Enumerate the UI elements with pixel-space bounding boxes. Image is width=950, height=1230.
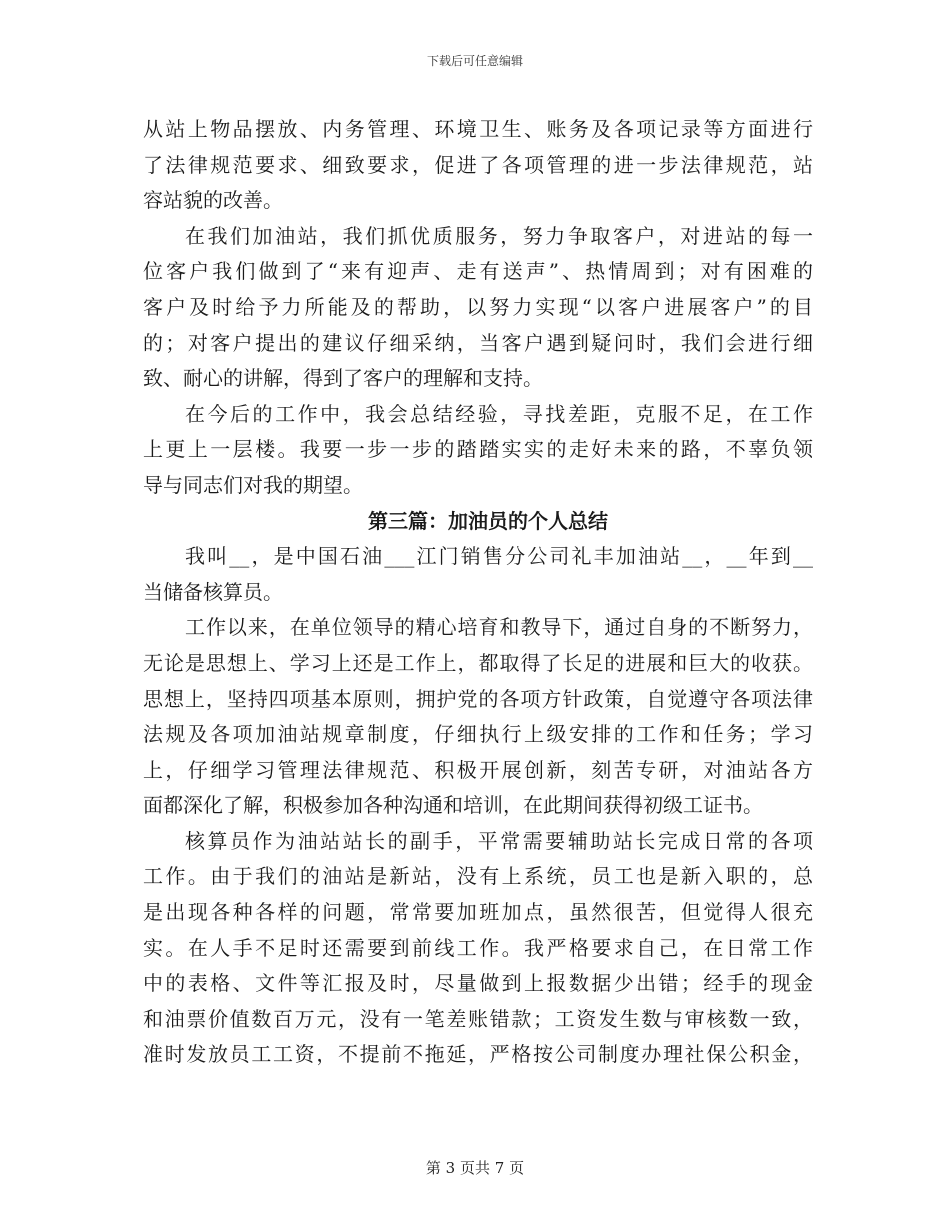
text-line: 在我们加油站，我们抓优质服务，努力争取客户，对进站的每一 bbox=[185, 223, 813, 248]
section-heading: 第三篇：加油员的个人总结 bbox=[368, 508, 608, 533]
text-line: 位客户我们做到了“来有迎声、走有送声”、热情周到；对有困难的 bbox=[143, 259, 813, 284]
text-line: 上，仔细学习管理法律规范、积极开展创新，刻苦专研，对油站各方 bbox=[143, 757, 813, 782]
document-body bbox=[143, 112, 813, 1073]
text-line: 从站上物品摆放、内务管理、环境卫生、账务及各项记录等方面进行 bbox=[143, 117, 813, 141]
text-line: 工作。由于我们的油站是新站，没有上系统，员工也是新入职的，总 bbox=[143, 864, 813, 889]
text-line: 致、耐心的讲解，得到了客户的理解和支持。 bbox=[143, 366, 543, 391]
text-line: 容站貌的改善。 bbox=[143, 188, 283, 213]
text-line: 我叫__，是中国石油___江门销售分公司礼丰加油站__，__年到__ bbox=[185, 544, 813, 569]
text-line: 实。在人手不足时还需要到前线工作。我严格要求自己，在日常工作 bbox=[143, 935, 813, 960]
text-line: 的；对客户提出的建议仔细采纳，当客户遇到疑问时，我们会进行细 bbox=[143, 330, 813, 355]
text-line: 中的表格、文件等汇报及时，尽量做到上报数据少出错；经手的现金 bbox=[143, 971, 813, 996]
text-line: 导与同志们对我的期望。 bbox=[143, 472, 363, 497]
page-header: 下载后可任意编辑 bbox=[426, 54, 523, 68]
text-line: 在今后的工作中，我会总结经验，寻找差距，克服不足，在工作 bbox=[185, 401, 813, 426]
text-line: 无论是思想上、学习上还是工作上，都取得了长足的进展和巨大的收获。 bbox=[143, 650, 813, 675]
text-line: 了法律规范要求、细致要求，促进了各项管理的进一步法律规范，站 bbox=[143, 152, 813, 177]
page-footer: 第 3 页共 7 页 bbox=[425, 1159, 525, 1177]
text-line: 上更上一层楼。我要一步一步的踏踏实实的走好未来的路，不辜负领 bbox=[143, 437, 813, 462]
text-line: 核算员作为油站站长的副手，平常需要辅助站长完成日常的各项 bbox=[185, 828, 813, 853]
text-line: 面都深化了解，积极参加各种沟通和培训，在此期间获得初级工证书。 bbox=[143, 793, 763, 818]
text-line: 工作以来，在单位领导的精心培育和教导下，通过自身的不断努力， bbox=[185, 615, 813, 640]
text-line: 当储备核算员。 bbox=[143, 579, 283, 604]
text-line: 思想上，坚持四项基本原则，拥护党的各项方针政策，自觉遵守各项法律 bbox=[143, 686, 813, 711]
text-line: 客户及时给予力所能及的帮助，以努力实现“以客户进展客户”的目 bbox=[143, 294, 813, 319]
text-line: 是出现各种各样的问题，常常要加班加点，虽然很苦，但觉得人很充 bbox=[143, 900, 813, 925]
text-line: 准时发放员工工资，不提前不拖延，严格按公司制度办理社保公积金， bbox=[143, 1042, 813, 1067]
text-line: 法规及各项加油站规章制度，仔细执行上级安排的工作和任务；学习 bbox=[143, 722, 813, 747]
text-line: 和油票价值数百万元，没有一笔差账错款；工资发生数与审核数一致， bbox=[143, 1006, 813, 1031]
